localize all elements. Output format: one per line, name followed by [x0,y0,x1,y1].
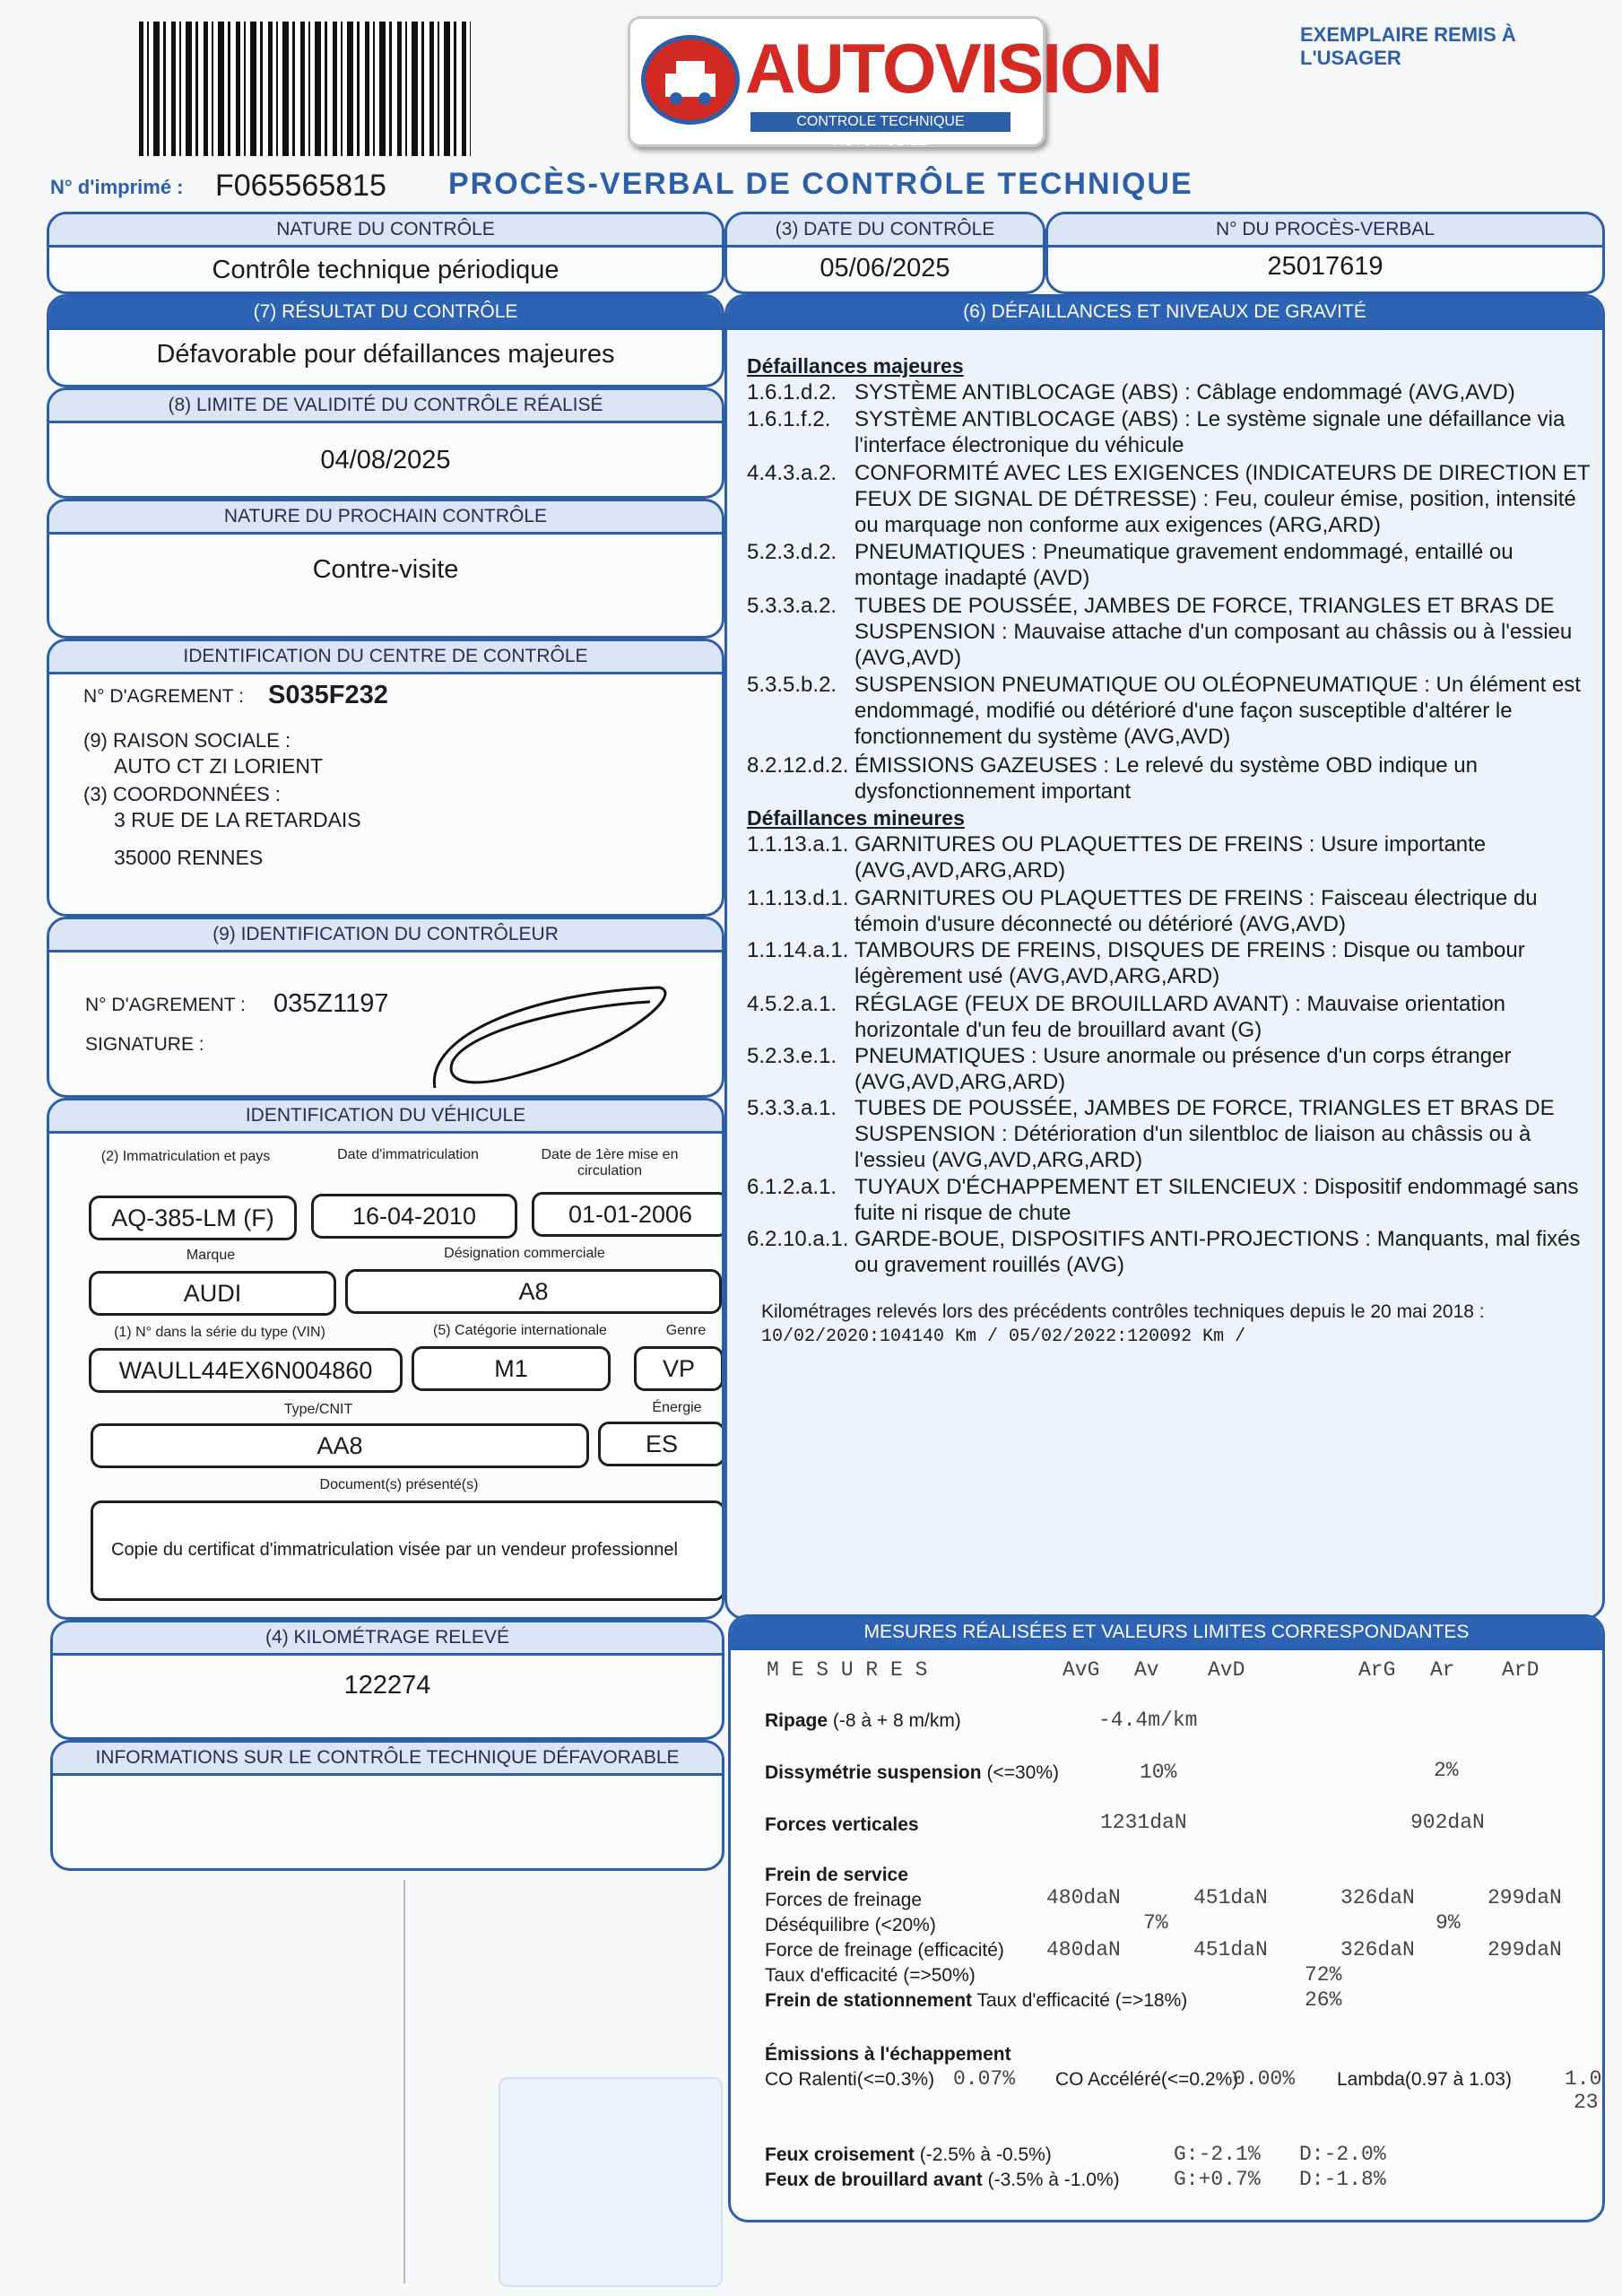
stamp-box [499,2077,723,2287]
defect-item [747,539,1593,591]
ripage-label: Ripage [765,1710,828,1731]
center-agreement-label: N° D'AGREMENT : [83,686,244,707]
low-beam-g: G:-2.1% [1174,2143,1261,2166]
co-idle-label: CO Ralenti(<=0.3%) [765,2069,935,2090]
defect-text: SUSPENSION PNEUMATIQUE OU OLÉOPNEUMATIQUE : Un élément est endommagé, modifié ou détérioré d'une façon susceptible d'altérer le fonctionnement du système (AVG,AVD) [854,673,1581,749]
validity-panel [47,387,724,499]
defect-code: 5.2.3.d.2. [747,540,837,564]
brake-force-ard: 299daN [1488,1886,1562,1909]
eff-force-arg: 326daN [1340,1938,1415,1961]
defect-code: 5.3.3.a.2. [747,594,837,618]
defect-item [747,379,1593,405]
next-control-value: Contre-visite [312,555,459,584]
fog-row [765,2170,1120,2191]
ripage-value: -4.4m/km [1098,1709,1198,1732]
info-label: INFORMATIONS SUR LE CONTRÔLE TECHNIQUE DÉFAVORABLE [53,1743,722,1776]
col-av: Av [1134,1658,1159,1682]
document-title: PROCÈS-VERBAL DE CONTRÔLE TECHNIQUE [448,167,1193,201]
category-label: (5) Catégorie internationale [433,1323,607,1338]
service-title [765,1865,908,1886]
fog-label: Feux de brouillard avant [765,2170,983,2190]
defect-item [747,1226,1593,1278]
reg-date-label: Date d'immatriculation [337,1147,479,1162]
col-ar: Ar [1430,1658,1455,1682]
defect-text: ÉMISSIONS GAZEUSES : Le relevé du système OBD indique un dysfonctionnement important [854,753,1478,804]
date-value: 05/06/2025 [820,254,950,283]
defect-code: 6.1.2.a.1. [747,1175,837,1199]
vehicle-panel [47,1098,724,1620]
lambda-value-2: 23 [1574,2091,1599,2114]
defect-item [747,672,1593,750]
defect-item [747,991,1593,1043]
vert-label: Forces verticales [765,1814,919,1835]
logo-subtitle: CONTROLE TECHNIQUE AUTOMOBILE [750,112,1010,132]
pv-panel [1045,212,1605,294]
defect-code: 5.2.3.e.1. [747,1044,837,1068]
col-arg: ArG [1358,1658,1396,1682]
eff-force-ard: 299daN [1488,1938,1562,1961]
result-value: Défavorable pour défaillances majeures [156,340,615,369]
imbalance-front: 7% [1143,1911,1168,1935]
ripage-limit: (-8 à + 8 m/km) [832,1710,961,1731]
low-beam-d: D:-2.0% [1299,2143,1386,2166]
type-field: AA8 [91,1423,589,1468]
defect-text: RÉGLAGE (FEUX DE BROUILLARD AVANT) : Mauvaise orientation horizontale d'un feu de brouillard avant (G) [854,992,1506,1042]
mileage-history-values: 10/02/2020:104140 Km / 05/02/2022:120092 Km / [761,1326,1246,1347]
defect-code: 5.3.3.a.1. [747,1096,837,1120]
defect-text: CONFORMITÉ AVEC LES EXIGENCES (INDICATEURS DE DIRECTION ET FEUX DE SIGNAL DE DÉTRESSE) : Feu, couleur émise, position, intensité ou marquage non conforme aux exigences (ARG,ARD) [854,461,1591,537]
co-acc-label: CO Accéléré(<=0.2%) [1055,2069,1239,2090]
ripage-row [765,1710,961,1732]
stamp-area [27,1880,405,2283]
mileage-panel [50,1620,724,1740]
low-beam-row [765,2144,1052,2166]
defects-label: (6) DÉFAILLANCES ET NIVEAUX DE GRAVITÉ [727,297,1602,330]
defect-item [747,593,1593,671]
car-icon [641,35,740,125]
vehicle-label: IDENTIFICATION DU VÉHICULE [49,1100,722,1134]
emissions-title-text: Émissions à l'échappement [765,2044,1011,2065]
category-field: M1 [412,1346,611,1391]
barcode [139,22,471,156]
next-control-label: NATURE DU PROCHAIN CONTRÔLE [49,501,722,535]
brake-force-arg: 326daN [1340,1886,1415,1909]
low-beam-label: Feux croisement [765,2144,915,2165]
defect-item [747,1174,1593,1226]
first-date-label: Date de 1ère mise en circulation [541,1147,679,1178]
model-field: A8 [345,1269,722,1314]
defect-code: 1.1.14.a.1. [747,938,849,962]
defects-panel [724,294,1605,1620]
defect-text: GARNITURES OU PLAQUETTES DE FREINS : Faisceau électrique du témoin d'usure déconnecté ou détérioré (AVG,AVD) [854,886,1538,936]
info-panel [50,1740,724,1871]
defect-text: SYSTÈME ANTIBLOCAGE (ABS) : Le système signale une défaillance via l'interface électronique du véhicule [854,407,1566,457]
defect-item [747,937,1593,989]
brake-force-avd: 451daN [1193,1886,1268,1909]
genre-label: Genre [665,1323,707,1338]
energy-label: Énergie [652,1400,702,1415]
co-acc: 0.00% [1233,2067,1296,2091]
defect-text: TUBES DE POUSSÉE, JAMBES DE FORCE, TRIANGLES ET BRAS DE SUSPENSION : Détérioration d'un silentbloc de liaison au châssis ou à l'essieu (AVG,AVD,ARG,ARD) [854,1096,1555,1172]
brake-force-label: Forces de freinage [765,1890,923,1910]
defect-text: TUYAUX D'ÉCHAPPEMENT ET SILENCIEUX : Dispositif endommagé sans fuite ni risque de chute [854,1175,1579,1225]
defect-code: 4.5.2.a.1. [747,992,837,1016]
date-label: (3) DATE DU CONTRÔLE [727,214,1043,248]
co-idle: 0.07% [953,2067,1016,2091]
lambda-label: Lambda(0.97 à 1.03) [1337,2069,1512,2090]
defect-code: 1.1.13.a.1. [747,832,849,857]
defect-item [747,406,1593,458]
measures-head-title: M E S U R E S [767,1658,928,1682]
measures-label: MESURES RÉALISÉES ET VALEURS LIMITES CORRESPONDANTES [731,1617,1602,1650]
dissym-row [765,1762,1059,1784]
fog-g: G:+0.7% [1174,2168,1261,2191]
measures-panel [728,1614,1605,2222]
imbalance-label: Déséquilibre (<20%) [765,1915,936,1935]
center-label: IDENTIFICATION DU CENTRE DE CONTRÔLE [49,641,722,674]
validity-label: (8) LIMITE DE VALIDITÉ DU CONTRÔLE RÉALISÉ [49,390,722,423]
signature-label: SIGNATURE : [85,1034,204,1055]
print-number: F065565815 [215,169,386,203]
coords-label: (3) COORDONNÉES : [83,783,282,805]
copy-note: EXEMPLAIRE REMIS À L'USAGER [1300,23,1516,69]
reg-field: AQ-385-LM (F) [89,1196,297,1240]
brand-field: AUDI [89,1271,336,1316]
city: 35000 RENNES [114,846,264,869]
validity-value: 04/08/2025 [320,446,451,474]
controller-panel [47,917,724,1098]
dissym-limit: (<=30%) [986,1762,1059,1783]
col-ard: ArD [1502,1658,1540,1682]
defect-text: TAMBOURS DE FREINS, DISQUES DE FREINS : Disque ou tambour légèrement usé (AVG,AVD,ARG,ARD) [854,938,1525,988]
defect-item [747,831,1593,883]
parking-rate-label: Taux d'efficacité (=>18%) [976,1990,1188,2011]
emissions-title [765,2044,1011,2066]
dissym-rear: 2% [1434,1759,1459,1782]
defect-text: TUBES DE POUSSÉE, JAMBES DE FORCE, TRIANGLES ET BRAS DE SUSPENSION : Mauvaise attache d'un composant au châssis ou à l'essieu (AVG,AVD) [854,594,1573,670]
col-avg: AvG [1063,1658,1100,1682]
eff-rate-label: Taux d'efficacité (=>50%) [765,1965,976,1986]
eff-force-label: Force de freinage (efficacité) [765,1940,1004,1961]
reg-label: (2) Immatriculation et pays [100,1149,271,1164]
mileage-history: Kilométrages relevés lors des précédents contrôles techniques depuis le 20 mai 2018 : [761,1301,1485,1322]
first-date-field: 01-01-2006 [532,1192,724,1237]
vert-rear: 902daN [1410,1811,1485,1834]
company-label: (9) RAISON SOCIALE : [83,729,291,752]
defect-text: PNEUMATIQUES : Usure anormale ou présence d'un corps étranger (AVG,AVD,ARG,ARD) [854,1044,1512,1094]
defect-item [747,1043,1593,1095]
defect-code: 4.4.3.a.2. [747,461,837,485]
lambda-value-1: 1.0 [1565,2067,1602,2091]
center-panel [47,639,724,917]
defect-text: GARNITURES OU PLAQUETTES DE FREINS : Usure importante (AVG,AVD,ARG,ARD) [854,832,1487,883]
autovision-logo [628,16,1161,149]
result-panel [47,294,724,387]
result-label: (7) RÉSULTAT DU CONTRÔLE [49,297,722,330]
mileage-label: (4) KILOMÉTRAGE RELEVÉ [53,1622,722,1656]
pv-value: 25017619 [1267,252,1383,281]
vert-front: 1231daN [1100,1811,1187,1834]
col-avd: AvD [1208,1658,1245,1682]
brake-force-avg: 480daN [1046,1886,1121,1909]
defect-text: PNEUMATIQUES : Pneumatique gravement endommagé, entaillé ou montage inadapté (AVD) [854,540,1514,590]
docs-field: Copie du certificat d'immatriculation visée par un vendeur professionnel [91,1500,724,1601]
control-nature-value: Contrôle technique périodique [212,256,559,284]
parking-row [765,1990,1187,2012]
fog-limit: (-3.5% à -1.0%) [987,2170,1120,2190]
control-nature-panel [47,212,724,294]
next-control-panel [47,499,724,639]
pv-label: N° DU PROCÈS-VERBAL [1048,214,1602,248]
low-beam-limit: (-2.5% à -0.5%) [919,2144,1052,2165]
model-label: Désignation commerciale [444,1246,605,1261]
defect-code: 1.6.1.d.2. [747,380,837,404]
controller-agreement-label: N° D'AGREMENT : [85,995,246,1015]
imbalance-rear: 9% [1436,1911,1461,1935]
logo-text: AUTOVISION [745,29,1161,108]
brand-label: Marque [186,1248,236,1263]
defect-text: SYSTÈME ANTIBLOCAGE (ABS) : Câblage endommagé (AVG,AVD) [854,380,1515,404]
type-label: Type/CNIT [283,1402,353,1417]
mileage-value: 122274 [343,1671,431,1700]
fog-d: D:-1.8% [1299,2168,1386,2191]
company: AUTO CT ZI LORIENT [114,754,324,778]
defect-text: GARDE-BOUE, DISPOSITIFS ANTI-PROJECTIONS : Manquants, mal fixés ou gravement rouillés (AVG) [854,1227,1581,1277]
dissym-label: Dissymétrie suspension [765,1762,982,1783]
vert-row [765,1814,919,1836]
defect-code: 1.1.13.d.1. [747,886,849,910]
controller-agreement: 035Z1197 [273,989,389,1018]
major-defects-title: Défaillances majeures [747,354,964,378]
defect-item [747,885,1593,937]
defect-code: 8.2.12.d.2. [747,753,849,778]
genre-field: VP [634,1346,724,1391]
vin-label: (1) N° dans la série du type (VIN) [114,1325,325,1340]
parking-label: Frein de stationnement [765,1990,973,2011]
controller-label: (9) IDENTIFICATION DU CONTRÔLEUR [49,919,722,952]
minor-defects-title: Défaillances mineures [747,806,965,830]
defect-item [747,1095,1593,1173]
control-nature-label: NATURE DU CONTRÔLE [49,214,722,248]
date-panel [724,212,1045,294]
eff-force-avd: 451daN [1193,1938,1268,1961]
defect-item [747,460,1593,538]
center-agreement: S035F232 [268,681,388,709]
eff-force-avg: 480daN [1046,1938,1121,1961]
defect-code: 5.3.5.b.2. [747,673,837,697]
reg-date-field: 16-04-2010 [311,1194,517,1239]
defect-item [747,752,1593,804]
dissym-front: 10% [1140,1761,1177,1784]
handwritten-signature [417,975,686,1097]
vin-field: WAULL44EX6N004860 [89,1348,403,1393]
service-title-text: Frein de service [765,1865,908,1885]
energy-field: ES [598,1422,724,1466]
eff-rate: 72% [1305,1963,1342,1987]
address: 3 RUE DE LA RETARDAIS [114,808,361,831]
docs-label: Document(s) présenté(s) [319,1477,479,1492]
print-number-label: N° d'imprimé : [50,176,184,198]
parking-rate: 26% [1305,1988,1342,2012]
defect-code: 6.2.10.a.1. [747,1227,849,1251]
defect-code: 1.6.1.f.2. [747,407,831,431]
